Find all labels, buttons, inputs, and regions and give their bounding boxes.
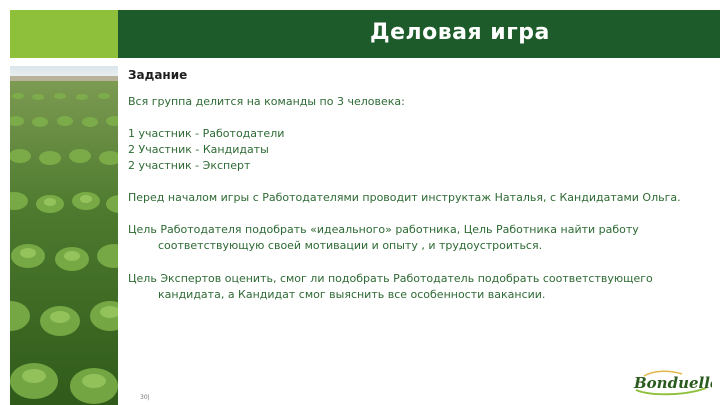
experts-goal-text: Цель Экспертов оценить, смог ли подобрать Работодатель подобрать соответствующего кандидата, а Кандидат смог выяснить все особенности вакансии. — [128, 272, 653, 301]
role-item: 1 участник - Работодатели — [128, 127, 285, 140]
page-number: 30| — [140, 394, 150, 401]
intro-text: Вся группа делится на команды по 3 человека: — [128, 95, 405, 108]
lettuce-field-image — [10, 66, 118, 405]
role-item: 2 участник - Эксперт — [128, 159, 251, 172]
employer-goal-text: Цель Работодателя подобрать «идеального» работника, Цель Работника найти работу соответствующую своей мотивации и опыту , и трудоустроиться. — [128, 223, 639, 252]
page-title: Деловая игра — [370, 20, 550, 45]
section-heading: Задание — [128, 68, 188, 82]
task-content — [128, 66, 698, 303]
briefing-text: Перед началом игры с Работодателями проводит инструктаж Наталья, с Кандидатами Ольга. — [128, 191, 681, 204]
role-item: 2 Участник - Кандидаты — [128, 143, 269, 156]
bonduelle-logo — [630, 368, 712, 402]
header-accent-block — [10, 10, 118, 58]
svg-text:Bonduelle: Bonduelle — [634, 374, 712, 392]
